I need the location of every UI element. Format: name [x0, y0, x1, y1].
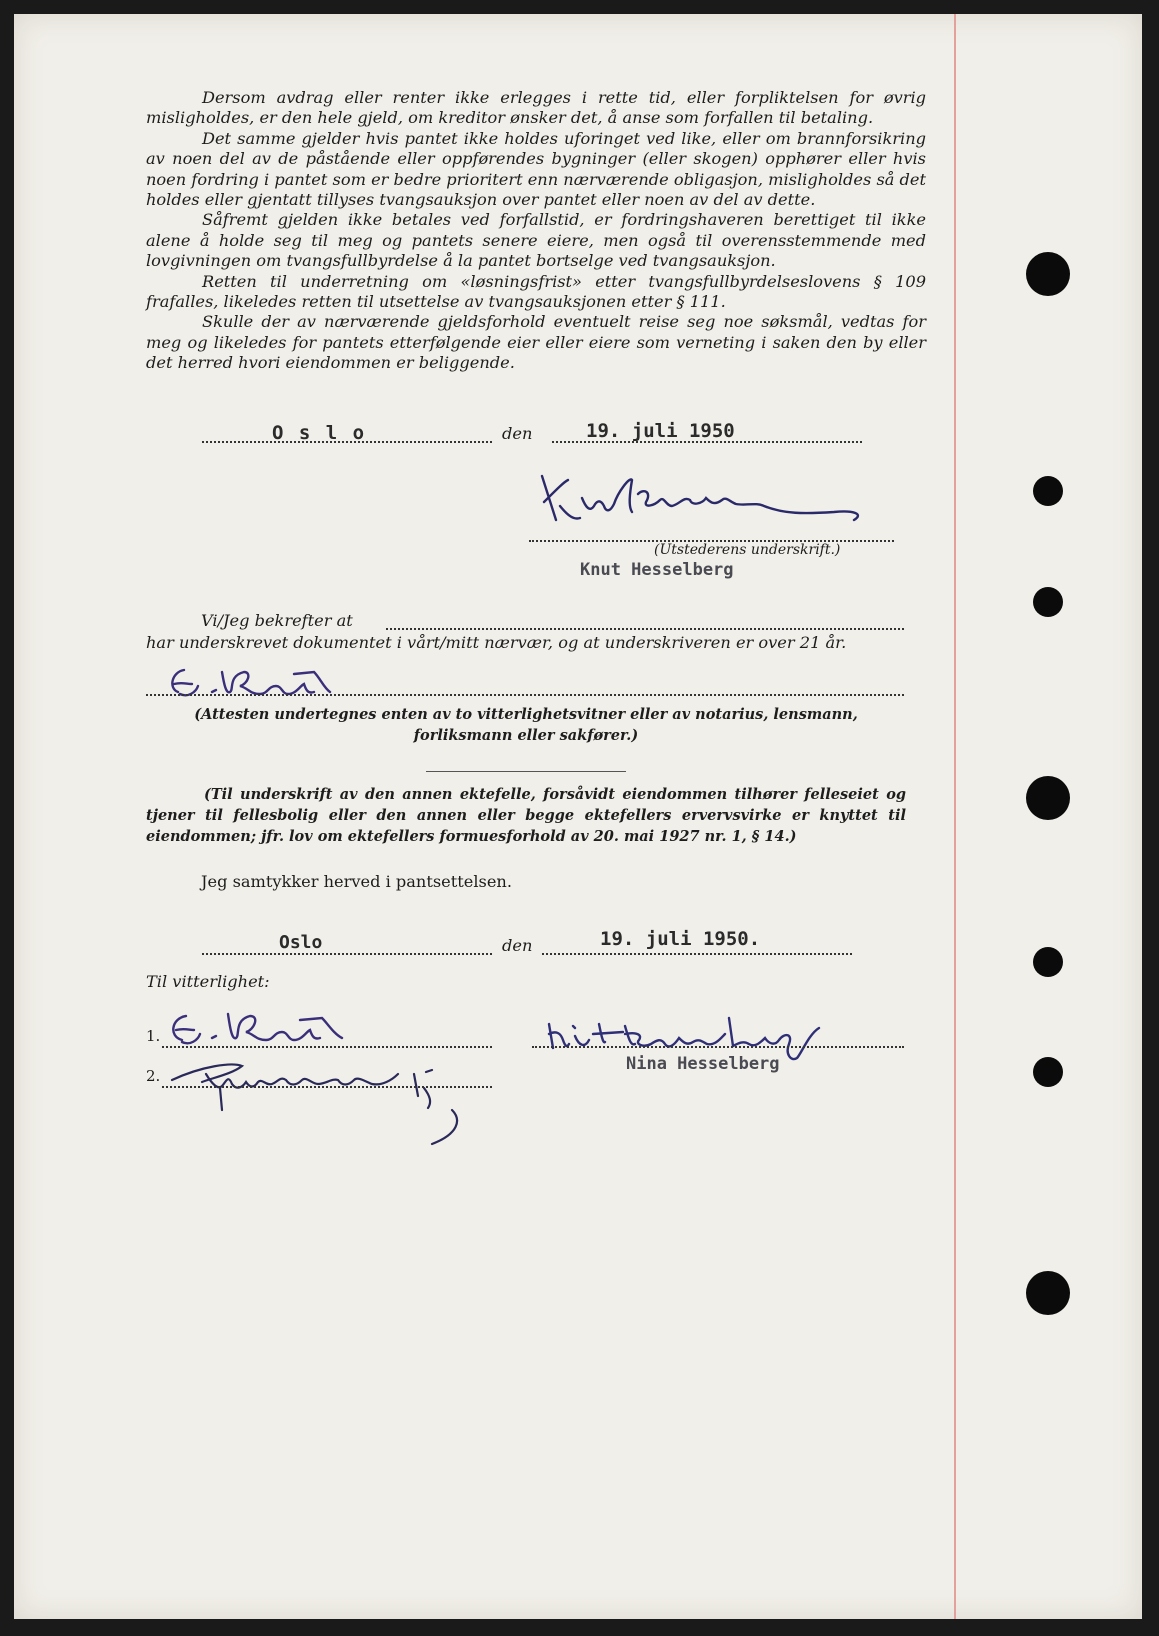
spouse-date: 19. juli 1950.	[600, 928, 761, 950]
spouse-place: Oslo	[279, 932, 323, 953]
attest-line-1: Vi/Jeg bekrefter at	[201, 611, 353, 630]
terms-paragraph: Såfremt gjelden ikke betales ved forfallstid, er fordringshaveren berettiget til ikke alene å holde seg til meg og pantets senere eiere, men også til overensstemmende med lovgivningen om tvangsfullbyrdelse å la pantet bortselge ved tvangsauksjon.	[146, 210, 926, 271]
attest-signature	[164, 654, 384, 704]
divider	[426, 771, 626, 772]
issue-den-label: den	[502, 424, 533, 443]
terms-paragraph: Skulle der av nærværende gjeldsforhold eventuelt reise seg noe søksmål, vedtas for meg og likeledes for pantets etterfølgende eier eller eiere som verneting i saken den by eller det herred hvori eiendommen er beliggende.	[146, 312, 926, 373]
spouse-signature-line	[532, 1046, 904, 1048]
punch-hole	[1033, 1057, 1063, 1087]
witness-label: Til vitterlighet:	[146, 972, 270, 991]
attest-signature-line	[146, 694, 904, 696]
issuer-signature	[534, 462, 894, 542]
witness-2-signature	[162, 1044, 482, 1154]
terms-paragraph: Retten til underretning om «løsningsfrist» etter tvangsfullbyrdelseslovens § 109 frafalles, likeledes retten til utsettelse av tvangsauksjonen etter § 111.	[146, 271, 926, 312]
witness-2-line	[162, 1086, 492, 1088]
spouse-den-label: den	[502, 936, 533, 955]
signature-caption: (Utstederens underskrift.)	[654, 542, 841, 558]
spouse-consent: Jeg samtykker herved i pantsettelsen.	[201, 872, 512, 891]
witness-1-number: 1.	[146, 1027, 161, 1045]
issue-date: 19. juli 1950	[586, 420, 735, 442]
issue-place: O s l o	[272, 422, 367, 444]
attest-note: (Attesten undertegnes enten av to vitterlighetsvitner eller av notarius, lensmann, forliksmann eller sakfører.)	[194, 706, 858, 744]
spouse-place-line	[202, 953, 492, 955]
punch-hole	[1033, 587, 1063, 617]
margin-rule	[954, 14, 956, 1619]
witness-2-number: 2.	[146, 1067, 161, 1085]
punch-hole	[1026, 252, 1070, 296]
spouse-note: (Til underskrift av den annen ektefelle, forsåvidt eiendommen tilhører felleseiet og tjener til fellesbolig eller den annen eller begge ektefellers ervervsvirke er knyttet til eiendommen; jfr. lov om ektefellers formuesforhold av 20. mai 1927 nr. 1, § 14.)	[146, 786, 906, 845]
attest-line-2: har underskrevet dokumentet i vårt/mitt nærvær, og at underskriveren er over 21 år.	[146, 633, 847, 652]
terms-paragraph: Det samme gjelder hvis pantet ikke holdes uforinget ved like, eller om brannforsikring av noen del av de påstående eller oppførendes bygninger (eller skogen) opphører eller hvis noen fordring i pantet som er bedre prioritert enn nærværende obligasjon, misligholdes så det holdes eller gjentatt tillyses tvangsauksjon over pantet eller noen av del av dette.	[146, 128, 926, 210]
punch-hole	[1033, 947, 1063, 977]
terms-paragraph: Dersom avdrag eller renter ikke erlegges i rette tid, eller forpliktelsen for øvrig misligholdes, er den hele gjeld, om kreditor ønsker det, å anse som forfallen til betaling.	[146, 88, 926, 128]
spouse-name-stamp: Nina Hesselberg	[626, 1054, 780, 1074]
terms-text	[146, 88, 926, 374]
punch-hole	[1026, 1271, 1070, 1315]
attest-dotted-line	[386, 628, 904, 630]
punch-hole	[1033, 476, 1063, 506]
spouse-date-line	[542, 953, 852, 955]
document-page	[14, 14, 1142, 1619]
issuer-name-stamp: Knut Hesselberg	[580, 560, 734, 580]
punch-hole	[1026, 776, 1070, 820]
